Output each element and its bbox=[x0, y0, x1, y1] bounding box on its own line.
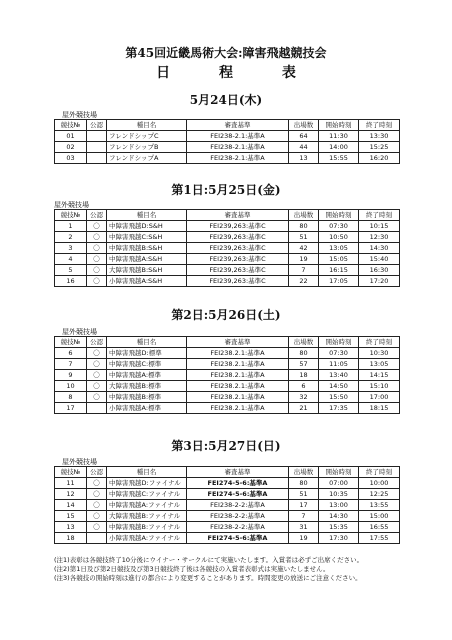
cell-official: 〇 bbox=[87, 232, 107, 243]
day-heading-2: 第2日:5月26日(土) bbox=[171, 308, 281, 322]
cell-number: 4 bbox=[55, 254, 87, 265]
cell-entries: 80 bbox=[289, 348, 319, 359]
cell-number: 11 bbox=[55, 478, 87, 489]
cell-number: 13 bbox=[55, 522, 87, 533]
table-row bbox=[55, 522, 400, 533]
cell-event: 中障害飛越C:標準 bbox=[107, 359, 187, 370]
cell-end-time: 13:55 bbox=[359, 500, 400, 511]
cell-criteria: FEI239,263:基準C bbox=[187, 276, 289, 287]
cell-entries: 6 bbox=[289, 381, 319, 392]
cell-number: 12 bbox=[55, 489, 87, 500]
table-row bbox=[55, 478, 400, 489]
cell-event: 中障害飛越B:ファイナル bbox=[107, 522, 187, 533]
cell-entries: 22 bbox=[289, 276, 319, 287]
cell-entries: 7 bbox=[289, 511, 319, 522]
cell-start-time: 13:00 bbox=[319, 500, 359, 511]
cell-end-time: 12:25 bbox=[359, 489, 400, 500]
cell-event: 中障害飛越A:標準 bbox=[107, 370, 187, 381]
column-header-event: 種目名 bbox=[107, 337, 187, 348]
column-header-event: 種目名 bbox=[107, 120, 187, 131]
cell-criteria: FEI238.2.1:基準A bbox=[187, 403, 289, 414]
column-header-entries: 出場数 bbox=[289, 210, 319, 221]
cell-number: 18 bbox=[55, 533, 87, 544]
cell-number: 14 bbox=[55, 500, 87, 511]
table-header-row bbox=[55, 120, 400, 131]
column-header-event: 種目名 bbox=[107, 210, 187, 221]
cell-criteria: FEI239,263:基準C bbox=[187, 221, 289, 232]
table-row bbox=[55, 254, 400, 265]
cell-end-time: 16:55 bbox=[359, 522, 400, 533]
cell-entries: 80 bbox=[289, 478, 319, 489]
column-header-entries: 出場数 bbox=[289, 467, 319, 478]
table-row bbox=[55, 142, 400, 153]
cell-end-time: 14:30 bbox=[359, 243, 400, 254]
cell-start-time: 15:35 bbox=[319, 522, 359, 533]
cell-start-time: 14:30 bbox=[319, 511, 359, 522]
schedule-table-1 bbox=[54, 209, 400, 287]
cell-official: 〇 bbox=[87, 381, 107, 392]
cell-official: 〇 bbox=[87, 348, 107, 359]
table-row bbox=[55, 153, 400, 164]
cell-end-time: 10:00 bbox=[359, 478, 400, 489]
table-row bbox=[55, 403, 400, 414]
cell-criteria: FEI239,263:基準C bbox=[187, 254, 289, 265]
column-header-entries: 出場数 bbox=[289, 337, 319, 348]
schedule-table-0 bbox=[54, 119, 400, 164]
cell-entries: 64 bbox=[289, 131, 319, 142]
column-header-number: 競技№ bbox=[55, 337, 87, 348]
cell-number: 2 bbox=[55, 232, 87, 243]
page-subtitle: 日 程 表 bbox=[156, 65, 318, 81]
cell-end-time: 13:05 bbox=[359, 359, 400, 370]
cell-event: 大障害飛越B:S&H bbox=[107, 265, 187, 276]
cell-official bbox=[87, 131, 107, 142]
cell-end-time: 15:00 bbox=[359, 511, 400, 522]
cell-event: フレンドシップB bbox=[107, 142, 187, 153]
table-row bbox=[55, 370, 400, 381]
table-row bbox=[55, 500, 400, 511]
cell-start-time: 17:30 bbox=[319, 533, 359, 544]
cell-criteria: FEI238.2.1:基準A bbox=[187, 392, 289, 403]
cell-official bbox=[87, 142, 107, 153]
table-row bbox=[55, 359, 400, 370]
cell-end-time: 17:20 bbox=[359, 276, 400, 287]
cell-official bbox=[87, 153, 107, 164]
column-header-start-time: 開始時刻 bbox=[319, 467, 359, 478]
page-title: 第45回近畿馬術大会:障害飛越競技会 bbox=[125, 46, 327, 60]
column-header-end-time: 終了時刻 bbox=[359, 210, 400, 221]
cell-start-time: 15:05 bbox=[319, 254, 359, 265]
cell-event: 小障害飛越A:S&H bbox=[107, 276, 187, 287]
cell-criteria: FEI238-2.1:基準A bbox=[187, 131, 289, 142]
venue-label-3: 屋外競技場 bbox=[62, 458, 97, 466]
cell-event: フレンドシップC bbox=[107, 131, 187, 142]
table-row bbox=[55, 232, 400, 243]
column-header-criteria: 審査基準 bbox=[187, 337, 289, 348]
cell-entries: 32 bbox=[289, 392, 319, 403]
table-row bbox=[55, 276, 400, 287]
cell-number: 03 bbox=[55, 153, 87, 164]
cell-event: 中障害飛越B:S&H bbox=[107, 243, 187, 254]
table-row bbox=[55, 381, 400, 392]
cell-end-time: 10:30 bbox=[359, 348, 400, 359]
cell-number: 9 bbox=[55, 370, 87, 381]
cell-entries: 51 bbox=[289, 489, 319, 500]
cell-entries: 19 bbox=[289, 254, 319, 265]
column-header-number: 競技№ bbox=[55, 120, 87, 131]
cell-number: 02 bbox=[55, 142, 87, 153]
cell-start-time: 11:30 bbox=[319, 131, 359, 142]
column-header-event: 種目名 bbox=[107, 467, 187, 478]
cell-end-time: 15:25 bbox=[359, 142, 400, 153]
cell-start-time: 17:05 bbox=[319, 276, 359, 287]
table-header-row bbox=[55, 337, 400, 348]
cell-official: 〇 bbox=[87, 221, 107, 232]
column-header-criteria: 審査基準 bbox=[187, 210, 289, 221]
cell-official: 〇 bbox=[87, 265, 107, 276]
column-header-number: 競技№ bbox=[55, 467, 87, 478]
column-header-start-time: 開始時刻 bbox=[319, 210, 359, 221]
cell-number: 3 bbox=[55, 243, 87, 254]
note-1: (注1)表彰は各競技終了10分後にウイナー・サークルにて実施いたします。入賞者は必ずご出席ください。 bbox=[54, 556, 364, 564]
cell-official: 〇 bbox=[87, 276, 107, 287]
cell-end-time: 13:30 bbox=[359, 131, 400, 142]
cell-entries: 51 bbox=[289, 232, 319, 243]
column-header-end-time: 終了時刻 bbox=[359, 337, 400, 348]
column-header-official: 公認 bbox=[87, 210, 107, 221]
cell-event: 中障害飛越D:標準 bbox=[107, 348, 187, 359]
cell-number: 7 bbox=[55, 359, 87, 370]
cell-start-time: 15:50 bbox=[319, 392, 359, 403]
cell-criteria: FEI238-2.1:基準A bbox=[187, 142, 289, 153]
table-row bbox=[55, 221, 400, 232]
column-header-official: 公認 bbox=[87, 120, 107, 131]
cell-end-time: 14:15 bbox=[359, 370, 400, 381]
cell-official bbox=[87, 533, 107, 544]
cell-start-time: 17:35 bbox=[319, 403, 359, 414]
day-heading-1: 第1日:5月25日(金) bbox=[171, 183, 281, 197]
cell-start-time: 10:50 bbox=[319, 232, 359, 243]
cell-event: 中障害飛越C:ファイナル bbox=[107, 489, 187, 500]
column-header-entries: 出場数 bbox=[289, 120, 319, 131]
cell-start-time: 07:00 bbox=[319, 478, 359, 489]
column-header-end-time: 終了時刻 bbox=[359, 467, 400, 478]
cell-end-time: 15:10 bbox=[359, 381, 400, 392]
cell-end-time: 17:00 bbox=[359, 392, 400, 403]
cell-number: 5 bbox=[55, 265, 87, 276]
column-header-criteria: 審査基準 bbox=[187, 467, 289, 478]
schedule-table-3 bbox=[54, 466, 400, 544]
cell-number: 8 bbox=[55, 392, 87, 403]
notes bbox=[54, 556, 363, 583]
cell-official: 〇 bbox=[87, 478, 107, 489]
table-row bbox=[55, 392, 400, 403]
cell-official: 〇 bbox=[87, 522, 107, 533]
column-header-official: 公認 bbox=[87, 467, 107, 478]
cell-event: 中障害飛越A:ファイナル bbox=[107, 500, 187, 511]
column-header-number: 競技№ bbox=[55, 210, 87, 221]
cell-number: 1 bbox=[55, 221, 87, 232]
cell-entries: 13 bbox=[289, 153, 319, 164]
cell-event: 中障害飛越C:S&H bbox=[107, 232, 187, 243]
cell-criteria: FEI238-2-2:基準A bbox=[187, 500, 289, 511]
day-heading-0: 5月24日(木) bbox=[189, 93, 263, 107]
cell-official bbox=[87, 403, 107, 414]
cell-entries: 44 bbox=[289, 142, 319, 153]
cell-start-time: 13:05 bbox=[319, 243, 359, 254]
cell-criteria: FEI274-5-6:基準A bbox=[187, 478, 289, 489]
cell-official: 〇 bbox=[87, 511, 107, 522]
table-row bbox=[55, 243, 400, 254]
table-row bbox=[55, 265, 400, 276]
cell-event: 大障害飛越B:ファイナル bbox=[107, 511, 187, 522]
cell-criteria: FEI239,263:基準C bbox=[187, 265, 289, 276]
cell-end-time: 16:20 bbox=[359, 153, 400, 164]
cell-criteria: FEI238.2.1:基準A bbox=[187, 348, 289, 359]
cell-event: 中障害飛越D:ファイナル bbox=[107, 478, 187, 489]
table-header-row bbox=[55, 210, 400, 221]
column-header-end-time: 終了時刻 bbox=[359, 120, 400, 131]
schedule-table-2 bbox=[54, 336, 400, 414]
cell-event: 大障害飛越B:標準 bbox=[107, 381, 187, 392]
column-header-criteria: 審査基準 bbox=[187, 120, 289, 131]
cell-entries: 18 bbox=[289, 370, 319, 381]
cell-event: 小障害飛越A:標準 bbox=[107, 403, 187, 414]
cell-end-time: 16:30 bbox=[359, 265, 400, 276]
cell-criteria: FEI239,263:基準C bbox=[187, 232, 289, 243]
cell-criteria: FEI238-2-2:基準A bbox=[187, 522, 289, 533]
cell-end-time: 10:15 bbox=[359, 221, 400, 232]
day-heading-3: 第3日:5月27日(日) bbox=[171, 439, 281, 453]
cell-event: フレンドシップA bbox=[107, 153, 187, 164]
cell-criteria: FEI238.2.1:基準A bbox=[187, 359, 289, 370]
cell-criteria: FEI239,263:基準C bbox=[187, 243, 289, 254]
table-row bbox=[55, 131, 400, 142]
table-header-row bbox=[55, 467, 400, 478]
note-2: (注2)第1日及び第2日競技及び第3日競技終了後は各競技の入賞者表彰式は実施いたしません。 bbox=[54, 565, 330, 573]
note-3: (注3)各競技の開始時刻は進行の都合により変更することがあります。時間変更の放送にご注意ください。 bbox=[54, 574, 362, 582]
cell-entries: 19 bbox=[289, 533, 319, 544]
cell-official: 〇 bbox=[87, 500, 107, 511]
cell-entries: 57 bbox=[289, 359, 319, 370]
table-row bbox=[55, 511, 400, 522]
cell-criteria: FEI238.2.1:基準A bbox=[187, 370, 289, 381]
cell-criteria: FEI274-5-6:基準A bbox=[187, 489, 289, 500]
cell-end-time: 15:40 bbox=[359, 254, 400, 265]
cell-official: 〇 bbox=[87, 392, 107, 403]
cell-number: 6 bbox=[55, 348, 87, 359]
cell-start-time: 07:30 bbox=[319, 221, 359, 232]
table-row bbox=[55, 489, 400, 500]
cell-event: 小障害飛越A:ファイナル bbox=[107, 533, 187, 544]
cell-end-time: 17:55 bbox=[359, 533, 400, 544]
cell-entries: 31 bbox=[289, 522, 319, 533]
cell-entries: 17 bbox=[289, 500, 319, 511]
cell-start-time: 10:35 bbox=[319, 489, 359, 500]
cell-event: 中障害飛越B:標準 bbox=[107, 392, 187, 403]
cell-end-time: 18:15 bbox=[359, 403, 400, 414]
cell-official: 〇 bbox=[87, 489, 107, 500]
cell-criteria: FEI238.2.1:基準A bbox=[187, 381, 289, 392]
cell-number: 15 bbox=[55, 511, 87, 522]
cell-start-time: 16:15 bbox=[319, 265, 359, 276]
cell-entries: 80 bbox=[289, 221, 319, 232]
cell-start-time: 14:50 bbox=[319, 381, 359, 392]
cell-official: 〇 bbox=[87, 359, 107, 370]
cell-number: 01 bbox=[55, 131, 87, 142]
column-header-start-time: 開始時刻 bbox=[319, 337, 359, 348]
cell-event: 中障害飛越A:S&H bbox=[107, 254, 187, 265]
cell-number: 10 bbox=[55, 381, 87, 392]
cell-start-time: 14:00 bbox=[319, 142, 359, 153]
cell-number: 16 bbox=[55, 276, 87, 287]
cell-entries: 21 bbox=[289, 403, 319, 414]
table-row bbox=[55, 533, 400, 544]
venue-label-2: 屋外競技場 bbox=[62, 328, 97, 336]
cell-entries: 7 bbox=[289, 265, 319, 276]
cell-start-time: 07:30 bbox=[319, 348, 359, 359]
venue-label-1: 屋外競技場 bbox=[54, 201, 89, 209]
cell-official: 〇 bbox=[87, 254, 107, 265]
cell-official: 〇 bbox=[87, 243, 107, 254]
cell-end-time: 12:30 bbox=[359, 232, 400, 243]
cell-entries: 42 bbox=[289, 243, 319, 254]
cell-criteria: FEI238-2.1:基準A bbox=[187, 153, 289, 164]
table-row bbox=[55, 348, 400, 359]
cell-start-time: 11:05 bbox=[319, 359, 359, 370]
cell-criteria: FEI274-5-6:基準A bbox=[187, 533, 289, 544]
column-header-official: 公認 bbox=[87, 337, 107, 348]
cell-event: 中障害飛越D:S&H bbox=[107, 221, 187, 232]
cell-criteria: FEI238-2-2:基準A bbox=[187, 511, 289, 522]
cell-start-time: 13:40 bbox=[319, 370, 359, 381]
cell-number: 17 bbox=[55, 403, 87, 414]
cell-official: 〇 bbox=[87, 370, 107, 381]
column-header-start-time: 開始時刻 bbox=[319, 120, 359, 131]
venue-label-0: 屋外競技場 bbox=[62, 111, 97, 119]
cell-start-time: 15:55 bbox=[319, 153, 359, 164]
